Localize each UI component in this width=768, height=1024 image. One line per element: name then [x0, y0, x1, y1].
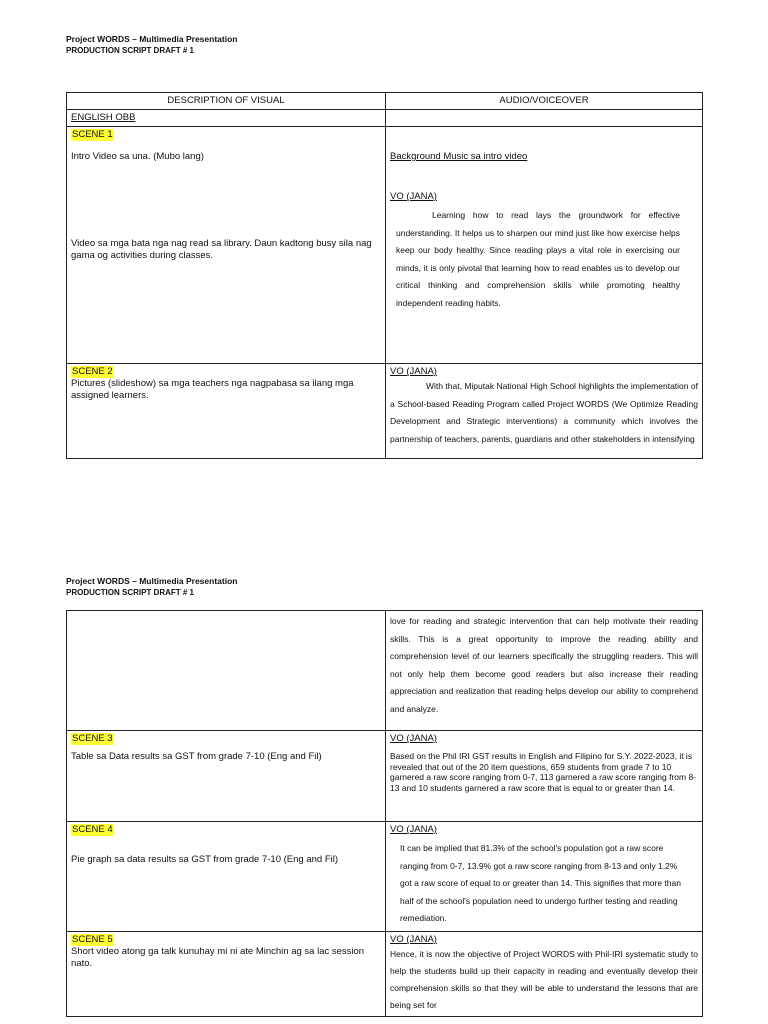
- scene3-row: [67, 731, 703, 822]
- scene3-vo: VO (JANA): [390, 733, 437, 744]
- page1-header-subtitle: PRODUCTION SCRIPT DRAFT # 1: [66, 46, 195, 55]
- scene5-audio-text: Hence, it is now the objective of Project WORDS with Phil-IRI systematic study to help the students build up their capacity in reading and eventually develop their comprehension skills so that they will be able to understand the lessons that are being set for: [390, 949, 698, 1010]
- scene4-label: SCENE 4: [72, 824, 113, 835]
- scene3-label: SCENE 3: [72, 733, 113, 744]
- page2-script-table: [66, 610, 703, 1017]
- continued-audio-text: love for reading and strategic intervention that can help motivate their reading skills. This is a great opportunity to improve the reading ability and comprehension level of our learners specifically the struggling readers. This will not only help them become good readers but also increase their reading appreciation and realization that reading helps develop our ability to comprehend and analyze.: [390, 616, 698, 714]
- scene5-visual: Short video atong ga talk kunuhay mi ni ate Minchin ag sa lac session nato.: [71, 946, 365, 969]
- scene5-row: [67, 932, 703, 1017]
- scene2-vo: VO (JANA): [390, 366, 437, 377]
- scene2-visual: Pictures (slideshow) sa mga teachers nga nagpabasa sa ilang mga assigned learners.: [71, 378, 354, 401]
- scene5-label: SCENE 5: [72, 934, 113, 945]
- scene1-audio-music: Background Music sa intro video: [390, 151, 528, 162]
- scene1-audio-text: Learning how to read lays the groundwork for effective understanding. It helps us to sharpen our mind just like how exercise helps keep our body healthy. Since reading plays a vital role in exercising our minds, it is only pivotal that learning how to read enables us to develop our critical thinking and comprehension skills while promoting healthy independent reading habits.: [396, 210, 680, 308]
- scene2-audio-text: With that, Miputak National High School highlights the implementation of a School-based Reading Program called Project WORDS (We Optimize Reading Development and Strategic interventions) a community which involves the partnership of teachers, parents, guardians and other stakeholders in intensifying: [390, 381, 698, 444]
- table-header-row: [67, 93, 703, 110]
- page1-header: [66, 34, 237, 56]
- scene1-label: SCENE 1: [72, 129, 113, 140]
- scene2-label: SCENE 2: [72, 366, 113, 377]
- scene1-row: [67, 127, 703, 364]
- scene5-vo: VO (JANA): [390, 934, 437, 945]
- english-obb-label: ENGLISH OBB: [71, 112, 136, 123]
- scene2-row: [67, 364, 703, 459]
- page2-header: [66, 576, 237, 598]
- continued-row: [67, 611, 703, 731]
- scene4-visual: Pie graph sa data results sa GST from grade 7-10 (Eng and Fil): [71, 854, 339, 865]
- scene1-visual-b: Video sa mga bata nga nag read sa library. Daun kadtong busy sila nag gama og activities during classes.: [71, 238, 372, 261]
- scene4-row: [67, 822, 703, 932]
- page2-header-subtitle: PRODUCTION SCRIPT DRAFT # 1: [66, 588, 195, 597]
- scene1-visual-a: Intro Video sa una. (Mubo lang): [71, 151, 204, 162]
- page1-header-title: Project WORDS – Multimedia Presentation: [66, 34, 238, 44]
- col-audio-header: AUDIO/VOICEOVER: [386, 93, 703, 110]
- scene4-audio-text: It can be implied that 81.3% of the school's population got a raw score ranging from 0-7, 13.9% got a raw score ranging from 8-13 and only 1.2% got a raw score of equal to or greater than 14. This signifies that more than half of the school's population need to undergo further testing and reading remediation.: [400, 843, 681, 923]
- page1-script-table: [66, 92, 703, 459]
- scene1-vo: VO (JANA): [390, 191, 437, 202]
- scene3-visual: Table sa Data results sa GST from grade 7-10 (Eng and Fil): [71, 751, 322, 762]
- scene4-vo: VO (JANA): [390, 824, 437, 835]
- col-visual-header: DESCRIPTION OF VISUAL: [67, 93, 386, 110]
- table-row: [67, 110, 703, 127]
- scene3-audio-text: Based on the Phil IRI GST results in English and Filipino for S.Y. 2022-2023, it is revealed that out of the 20 item questions, 659 students from grade 7 to 10 garnered a raw score ranging from 0-7, 113 garnered a raw score ranging from 8-13 and 10 students garnered a raw score that is equal to or greater than 14.: [390, 751, 696, 793]
- page2-header-title: Project WORDS – Multimedia Presentation: [66, 576, 238, 586]
